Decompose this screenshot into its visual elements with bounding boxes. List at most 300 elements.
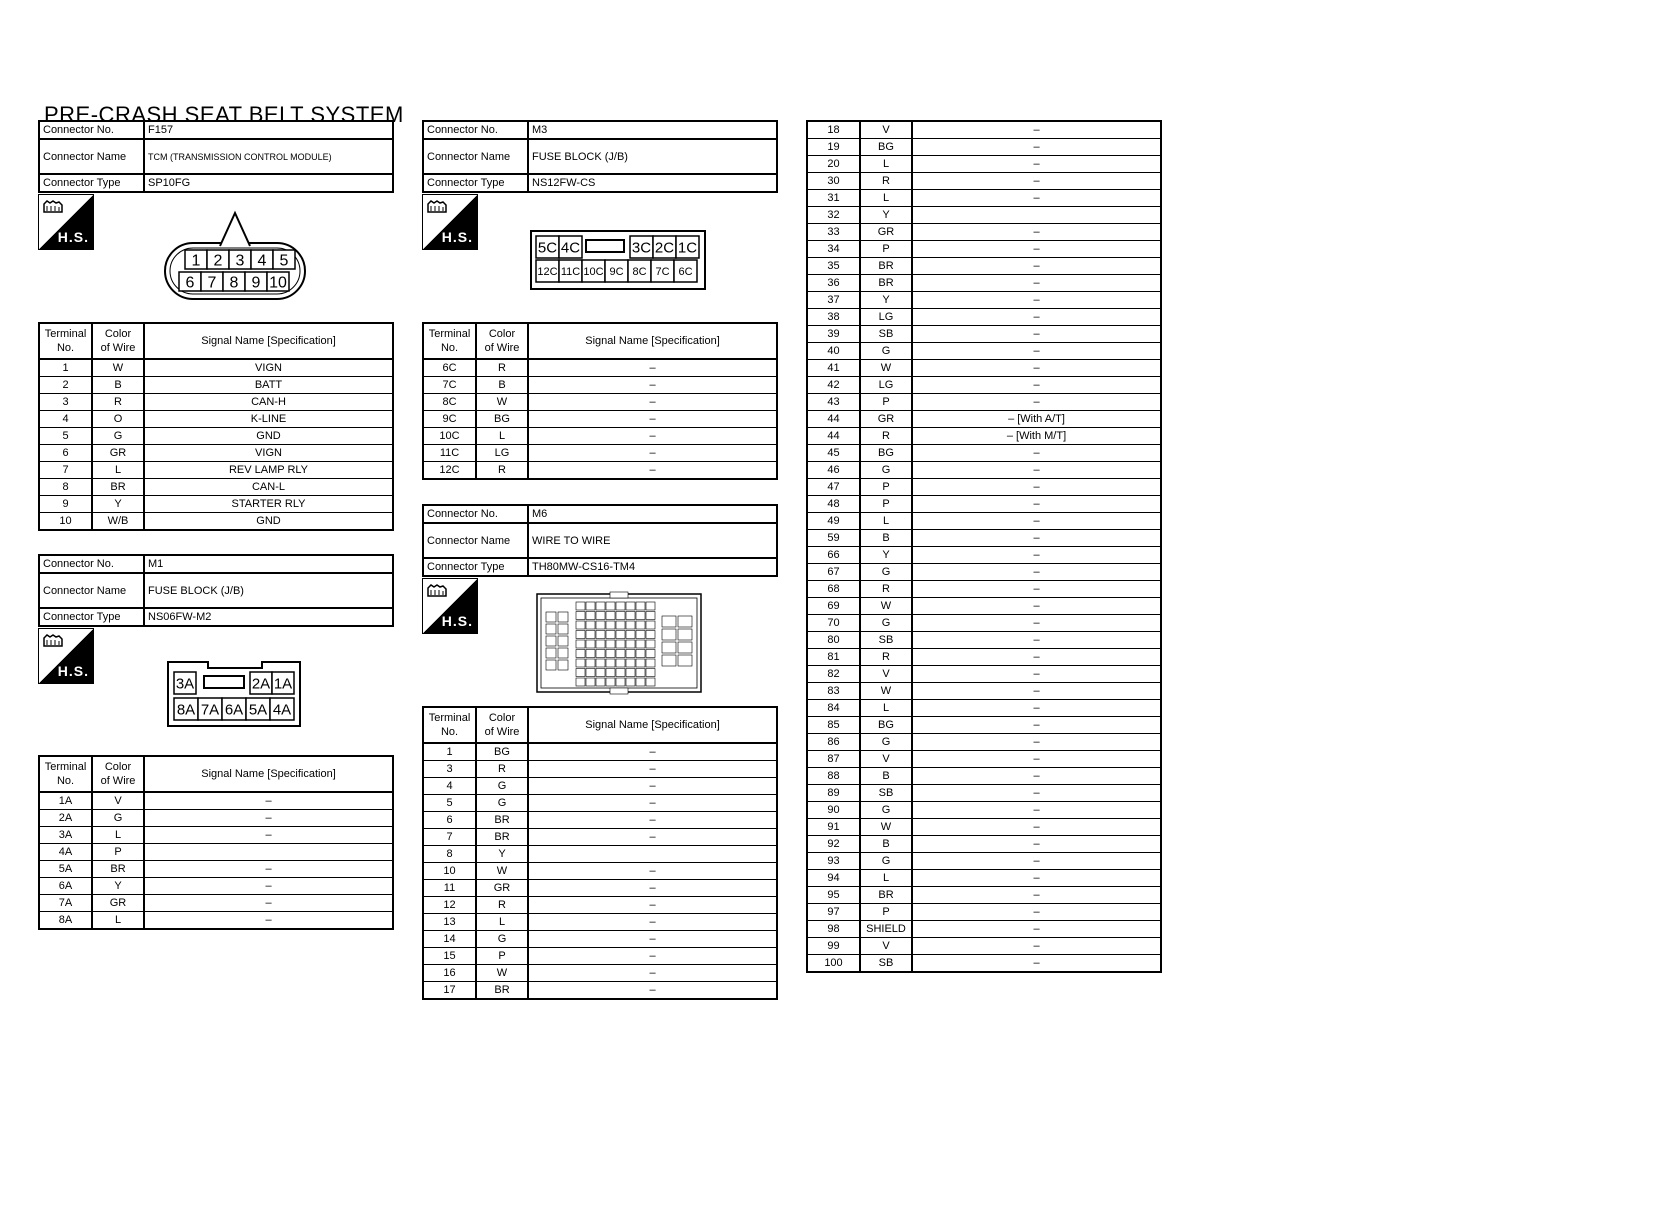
wire-color-cell: B bbox=[860, 768, 912, 785]
terminal-cell: 81 bbox=[807, 649, 860, 666]
connector-name-label: Connector Name bbox=[39, 573, 144, 608]
terminal-cell: 14 bbox=[423, 931, 476, 948]
table-row bbox=[807, 258, 1161, 275]
signal-cell: – bbox=[912, 836, 1161, 853]
terminal-cavity bbox=[610, 688, 628, 694]
table-row bbox=[807, 309, 1161, 326]
wire-color-cell: LG bbox=[860, 377, 912, 394]
terminal-cell: 11C bbox=[423, 445, 476, 462]
wire-color-cell: GR bbox=[476, 880, 528, 897]
wire-color-cell: L bbox=[860, 190, 912, 207]
terminal-cell: 44 bbox=[807, 428, 860, 445]
wire-color-cell: GR bbox=[860, 411, 912, 428]
wire-color-cell: SB bbox=[860, 632, 912, 649]
table-row bbox=[807, 445, 1161, 462]
terminal-cell: 87 bbox=[807, 751, 860, 768]
terminal-cavity bbox=[576, 659, 585, 667]
terminal-number: 8 bbox=[229, 274, 239, 292]
terminal-cell: 84 bbox=[807, 700, 860, 717]
terminal-cell: 69 bbox=[807, 598, 860, 615]
table-row bbox=[39, 513, 393, 531]
table-row bbox=[39, 810, 393, 827]
wire-color-cell: B bbox=[92, 377, 144, 394]
signal-cell: – bbox=[528, 914, 777, 931]
terminal-cavity bbox=[662, 655, 676, 666]
table-row bbox=[807, 547, 1161, 564]
terminal-number: 1A bbox=[273, 675, 293, 693]
signal-cell: CAN-L bbox=[144, 479, 393, 496]
table-row bbox=[807, 428, 1161, 445]
table-row bbox=[423, 931, 777, 948]
wire-color-cell: V bbox=[860, 938, 912, 955]
table-row bbox=[807, 683, 1161, 700]
terminal-cell: 93 bbox=[807, 853, 860, 870]
wire-color-cell: BR bbox=[476, 812, 528, 829]
signal-cell: – bbox=[912, 700, 1161, 717]
hand-icon bbox=[42, 632, 64, 650]
signal-cell: – bbox=[528, 982, 777, 1000]
wire-color-cell: G bbox=[92, 428, 144, 445]
signal-header: Signal Name [Specification] bbox=[144, 323, 393, 359]
terminal-cell: 70 bbox=[807, 615, 860, 632]
pin-table-f157 bbox=[38, 322, 394, 531]
terminal-cell: 19 bbox=[807, 139, 860, 156]
signal-cell: VIGN bbox=[144, 359, 393, 377]
terminal-number: 5A bbox=[248, 701, 268, 719]
terminal-cell: 100 bbox=[807, 955, 860, 973]
table-row bbox=[39, 377, 393, 394]
terminal-cavity bbox=[678, 616, 692, 627]
wire-color-cell: Y bbox=[860, 207, 912, 224]
terminal-cell: 7 bbox=[39, 462, 92, 479]
wire-color-cell: Y bbox=[92, 878, 144, 895]
wire-color-cell: R bbox=[860, 173, 912, 190]
connector-name-label: Connector Name bbox=[423, 139, 528, 174]
wire-color-cell: BG bbox=[476, 411, 528, 428]
terminal-number: 5 bbox=[279, 252, 289, 270]
terminal-cell: 9C bbox=[423, 411, 476, 428]
signal-cell: BATT bbox=[144, 377, 393, 394]
terminal-number: 7 bbox=[207, 274, 217, 292]
terminal-cavity bbox=[596, 612, 605, 620]
terminal-cell: 36 bbox=[807, 275, 860, 292]
terminal-cavity bbox=[636, 640, 645, 648]
terminal-cell: 13 bbox=[423, 914, 476, 931]
terminal-cavity bbox=[636, 621, 645, 629]
table-row bbox=[807, 462, 1161, 479]
terminal-cell: 10C bbox=[423, 428, 476, 445]
terminal-cell: 44 bbox=[807, 411, 860, 428]
terminal-cavity bbox=[606, 659, 615, 667]
terminal-number: 2A bbox=[251, 675, 271, 693]
table-row bbox=[807, 615, 1161, 632]
signal-cell: – bbox=[528, 359, 777, 377]
table-row bbox=[807, 411, 1161, 428]
wire-color-cell: O bbox=[92, 411, 144, 428]
terminal-cavity bbox=[626, 640, 635, 648]
wire-color-cell: Y bbox=[860, 547, 912, 564]
terminal-cell: 4 bbox=[423, 778, 476, 795]
table-row bbox=[807, 870, 1161, 887]
terminal-cavity bbox=[636, 612, 645, 620]
wire-color-cell: L bbox=[476, 914, 528, 931]
signal-cell: – bbox=[528, 411, 777, 428]
terminal-cavity bbox=[546, 624, 556, 634]
terminal-number: 7C bbox=[655, 265, 670, 278]
terminal-cavity bbox=[586, 650, 595, 658]
table-row bbox=[807, 275, 1161, 292]
terminal-cell: 35 bbox=[807, 258, 860, 275]
terminal-cavity bbox=[606, 678, 615, 686]
terminal-cell: 8C bbox=[423, 394, 476, 411]
terminal-cell: 1 bbox=[39, 359, 92, 377]
table-row bbox=[423, 965, 777, 982]
terminal-cell: 11 bbox=[423, 880, 476, 897]
table-row bbox=[807, 700, 1161, 717]
connector-info-m6 bbox=[422, 504, 778, 577]
signal-cell: – bbox=[912, 615, 1161, 632]
table-row bbox=[423, 428, 777, 445]
signal-cell: – bbox=[528, 761, 777, 778]
terminal-number: 2C bbox=[654, 239, 675, 257]
wire-color-cell: BG bbox=[476, 743, 528, 761]
signal-cell: – bbox=[528, 880, 777, 897]
table-row bbox=[807, 292, 1161, 309]
signal-cell: – bbox=[528, 394, 777, 411]
wire-color-cell: V bbox=[860, 666, 912, 683]
wire-color-cell: P bbox=[860, 241, 912, 258]
table-row bbox=[423, 812, 777, 829]
signal-cell: – bbox=[528, 743, 777, 761]
terminal-cavity bbox=[626, 650, 635, 658]
terminal-cavity bbox=[678, 642, 692, 653]
terminal-cavity bbox=[636, 669, 645, 677]
terminal-cell: 45 bbox=[807, 445, 860, 462]
signal-cell: – bbox=[912, 343, 1161, 360]
terminal-cavity bbox=[586, 669, 595, 677]
table-row bbox=[807, 581, 1161, 598]
wire-color-cell: G bbox=[92, 810, 144, 827]
terminal-number: 6 bbox=[185, 274, 195, 292]
pin-table-m3 bbox=[422, 322, 778, 480]
wire-color-cell: BG bbox=[860, 717, 912, 734]
connector-type-value: TH80MW-CS16-TM4 bbox=[528, 558, 777, 576]
wire-color-cell: W bbox=[92, 359, 144, 377]
signal-cell: – bbox=[528, 863, 777, 880]
table-row bbox=[807, 955, 1161, 973]
table-row bbox=[423, 743, 777, 761]
signal-cell: – bbox=[144, 912, 393, 930]
color-header: Color of Wire bbox=[476, 323, 528, 359]
wire-color-cell: G bbox=[860, 802, 912, 819]
wire-color-cell: Y bbox=[476, 846, 528, 863]
signal-cell: VIGN bbox=[144, 445, 393, 462]
signal-cell: – bbox=[912, 598, 1161, 615]
wire-color-cell: Y bbox=[92, 496, 144, 513]
terminal-cell: 2 bbox=[39, 377, 92, 394]
terminal-cell: 6 bbox=[423, 812, 476, 829]
table-row bbox=[39, 912, 393, 930]
table-row bbox=[423, 863, 777, 880]
terminal-cavity bbox=[646, 621, 655, 629]
wire-color-cell: W bbox=[860, 683, 912, 700]
terminal-cell: 86 bbox=[807, 734, 860, 751]
signal-cell: – bbox=[528, 931, 777, 948]
signal-cell: – bbox=[912, 887, 1161, 904]
terminal-cavity bbox=[606, 631, 615, 639]
terminal-cavity bbox=[606, 621, 615, 629]
terminal-cavity bbox=[616, 621, 625, 629]
terminal-cavity bbox=[610, 592, 628, 598]
terminal-cell: 89 bbox=[807, 785, 860, 802]
terminal-cavity bbox=[596, 659, 605, 667]
connector-no-label: Connector No. bbox=[423, 121, 528, 139]
connector-name-value: FUSE BLOCK (J/B) bbox=[528, 139, 777, 174]
terminal-cavity bbox=[646, 640, 655, 648]
terminal-cell: 10 bbox=[39, 513, 92, 531]
signal-cell: – bbox=[912, 904, 1161, 921]
terminal-cavity bbox=[626, 631, 635, 639]
hand-icon bbox=[426, 198, 448, 216]
table-row bbox=[423, 411, 777, 428]
terminal-cell: 9 bbox=[39, 496, 92, 513]
terminal-cavity bbox=[606, 650, 615, 658]
signal-cell: – bbox=[912, 564, 1161, 581]
terminal-cavity bbox=[586, 621, 595, 629]
terminal-cell: 4A bbox=[39, 844, 92, 861]
signal-cell bbox=[528, 846, 777, 863]
table-row bbox=[807, 666, 1161, 683]
terminal-number: 1 bbox=[191, 252, 201, 270]
terminal-cavity bbox=[586, 602, 595, 610]
terminal-cell: 48 bbox=[807, 496, 860, 513]
table-row bbox=[807, 530, 1161, 547]
terminal-number: 8A bbox=[176, 701, 196, 719]
connector-no-label: Connector No. bbox=[423, 505, 528, 523]
signal-cell: – bbox=[912, 870, 1161, 887]
terminal-cavity bbox=[576, 602, 585, 610]
terminal-cell: 30 bbox=[807, 173, 860, 190]
signal-cell: – bbox=[912, 377, 1161, 394]
terminal-cell: 82 bbox=[807, 666, 860, 683]
table-row bbox=[807, 717, 1161, 734]
table-row bbox=[423, 359, 777, 377]
harness-side-icon bbox=[38, 194, 94, 250]
terminal-cavity bbox=[678, 655, 692, 666]
connector-type-value: SP10FG bbox=[144, 174, 393, 192]
wire-color-cell: SB bbox=[860, 326, 912, 343]
wire-color-cell: G bbox=[476, 795, 528, 812]
connector-type-label: Connector Type bbox=[423, 174, 528, 192]
signal-cell: – bbox=[912, 462, 1161, 479]
table-row bbox=[807, 802, 1161, 819]
terminal-header: Terminal No. bbox=[39, 756, 92, 792]
wire-color-cell: L bbox=[476, 428, 528, 445]
connector-name-value: WIRE TO WIRE bbox=[528, 523, 777, 558]
terminal-cavity bbox=[616, 678, 625, 686]
wire-color-cell: BR bbox=[860, 275, 912, 292]
signal-cell: – bbox=[912, 547, 1161, 564]
connector-face-m6 bbox=[536, 590, 702, 696]
wire-color-cell: L bbox=[92, 912, 144, 930]
terminal-cell: 37 bbox=[807, 292, 860, 309]
terminal-cavity bbox=[662, 629, 676, 640]
signal-cell: – bbox=[528, 965, 777, 982]
signal-cell: – bbox=[912, 156, 1161, 173]
table-row bbox=[423, 445, 777, 462]
terminal-cavity bbox=[626, 612, 635, 620]
signal-cell: – bbox=[528, 462, 777, 480]
signal-cell bbox=[144, 844, 393, 861]
table-row bbox=[39, 878, 393, 895]
terminal-cell: 3A bbox=[39, 827, 92, 844]
terminal-cavity bbox=[576, 621, 585, 629]
table-row bbox=[423, 795, 777, 812]
terminal-cell: 1 bbox=[423, 743, 476, 761]
wire-color-cell: W bbox=[476, 965, 528, 982]
table-row bbox=[807, 394, 1161, 411]
terminal-cavity bbox=[558, 612, 568, 622]
terminal-cavity bbox=[558, 636, 568, 646]
table-row bbox=[807, 904, 1161, 921]
wire-color-cell: W bbox=[860, 360, 912, 377]
terminal-cavity bbox=[616, 650, 625, 658]
hs-label: H.S. bbox=[441, 613, 473, 629]
table-row bbox=[807, 190, 1161, 207]
connector-no-label: Connector No. bbox=[39, 555, 144, 573]
wire-color-cell: BR bbox=[476, 982, 528, 1000]
wire-color-cell: R bbox=[860, 649, 912, 666]
signal-cell: CAN-H bbox=[144, 394, 393, 411]
terminal-cell: 41 bbox=[807, 360, 860, 377]
table-row bbox=[807, 598, 1161, 615]
terminal-cell: 4 bbox=[39, 411, 92, 428]
hand-icon bbox=[42, 198, 64, 216]
signal-cell: – bbox=[912, 496, 1161, 513]
terminal-cavity bbox=[636, 678, 645, 686]
terminal-cavity bbox=[546, 636, 556, 646]
wire-color-cell: W bbox=[860, 598, 912, 615]
terminal-cell: 38 bbox=[807, 309, 860, 326]
signal-cell: – bbox=[912, 785, 1161, 802]
terminal-cavity bbox=[586, 659, 595, 667]
wire-color-cell: SHIELD bbox=[860, 921, 912, 938]
table-row bbox=[423, 948, 777, 965]
terminal-cell: 92 bbox=[807, 836, 860, 853]
wire-color-cell: R bbox=[476, 359, 528, 377]
connector-no-label: Connector No. bbox=[39, 121, 144, 139]
terminal-cavity bbox=[596, 640, 605, 648]
table-row bbox=[807, 121, 1161, 139]
wire-color-cell: L bbox=[860, 700, 912, 717]
signal-cell: – bbox=[912, 309, 1161, 326]
signal-cell: REV LAMP RLY bbox=[144, 462, 393, 479]
connector-face-f157 bbox=[160, 208, 310, 303]
wire-color-cell: SB bbox=[860, 785, 912, 802]
connector-info-f157 bbox=[38, 120, 394, 193]
wire-color-cell: SB bbox=[860, 955, 912, 973]
table-row bbox=[807, 377, 1161, 394]
signal-cell: – bbox=[912, 802, 1161, 819]
terminal-header: Terminal No. bbox=[423, 323, 476, 359]
signal-cell: – bbox=[912, 121, 1161, 139]
signal-cell: – bbox=[912, 649, 1161, 666]
wire-color-cell: W bbox=[476, 394, 528, 411]
table-row bbox=[423, 846, 777, 863]
table-row bbox=[423, 778, 777, 795]
terminal-cell: 34 bbox=[807, 241, 860, 258]
terminal-number: 6C bbox=[678, 265, 693, 278]
terminal-cavity bbox=[646, 650, 655, 658]
hs-label: H.S. bbox=[57, 229, 89, 245]
signal-cell: – bbox=[528, 778, 777, 795]
signal-cell: – bbox=[912, 258, 1161, 275]
signal-cell: – bbox=[528, 445, 777, 462]
terminal-cell: 7A bbox=[39, 895, 92, 912]
table-row bbox=[807, 836, 1161, 853]
table-row bbox=[39, 428, 393, 445]
terminal-cavity bbox=[626, 669, 635, 677]
terminal-cell: 88 bbox=[807, 768, 860, 785]
wire-color-cell: P bbox=[860, 479, 912, 496]
table-row bbox=[807, 785, 1161, 802]
terminal-cavity bbox=[646, 602, 655, 610]
connector-type-value: NS12FW-CS bbox=[528, 174, 777, 192]
table-row bbox=[807, 734, 1161, 751]
table-row bbox=[807, 768, 1161, 785]
terminal-cell: 59 bbox=[807, 530, 860, 547]
table-row bbox=[423, 462, 777, 480]
table-row bbox=[807, 632, 1161, 649]
wire-color-cell: R bbox=[860, 581, 912, 598]
terminal-cavity bbox=[626, 621, 635, 629]
table-row bbox=[807, 173, 1161, 190]
table-row bbox=[807, 360, 1161, 377]
terminal-cell: 40 bbox=[807, 343, 860, 360]
wire-color-cell: L bbox=[860, 513, 912, 530]
terminal-cell: 8 bbox=[39, 479, 92, 496]
signal-cell: – bbox=[912, 173, 1161, 190]
terminal-cavity bbox=[646, 678, 655, 686]
signal-cell: – bbox=[912, 326, 1161, 343]
terminal-cavity bbox=[636, 659, 645, 667]
terminal-number: 2 bbox=[213, 252, 223, 270]
terminal-cell: 3 bbox=[423, 761, 476, 778]
wire-color-cell: BR bbox=[476, 829, 528, 846]
terminal-cavity bbox=[596, 678, 605, 686]
terminal-cell: 12C bbox=[423, 462, 476, 480]
terminal-cavity bbox=[596, 621, 605, 629]
signal-cell: – bbox=[912, 819, 1161, 836]
connector-name-value: TCM (TRANSMISSION CONTROL MODULE) bbox=[144, 139, 393, 174]
wire-color-cell: B bbox=[860, 836, 912, 853]
terminal-cell: 6C bbox=[423, 359, 476, 377]
signal-header: Signal Name [Specification] bbox=[528, 707, 777, 743]
table-row bbox=[39, 462, 393, 479]
terminal-cell: 95 bbox=[807, 887, 860, 904]
table-row bbox=[807, 564, 1161, 581]
terminal-number: 10C bbox=[583, 265, 604, 278]
signal-cell: – bbox=[912, 275, 1161, 292]
terminal-cavity bbox=[606, 602, 615, 610]
terminal-number: 4A bbox=[272, 701, 292, 719]
terminal-cell: 99 bbox=[807, 938, 860, 955]
connector-type-label: Connector Type bbox=[423, 558, 528, 576]
terminal-cavity bbox=[616, 612, 625, 620]
terminal-cell: 6 bbox=[39, 445, 92, 462]
terminal-cavity bbox=[596, 631, 605, 639]
terminal-cell: 16 bbox=[423, 965, 476, 982]
